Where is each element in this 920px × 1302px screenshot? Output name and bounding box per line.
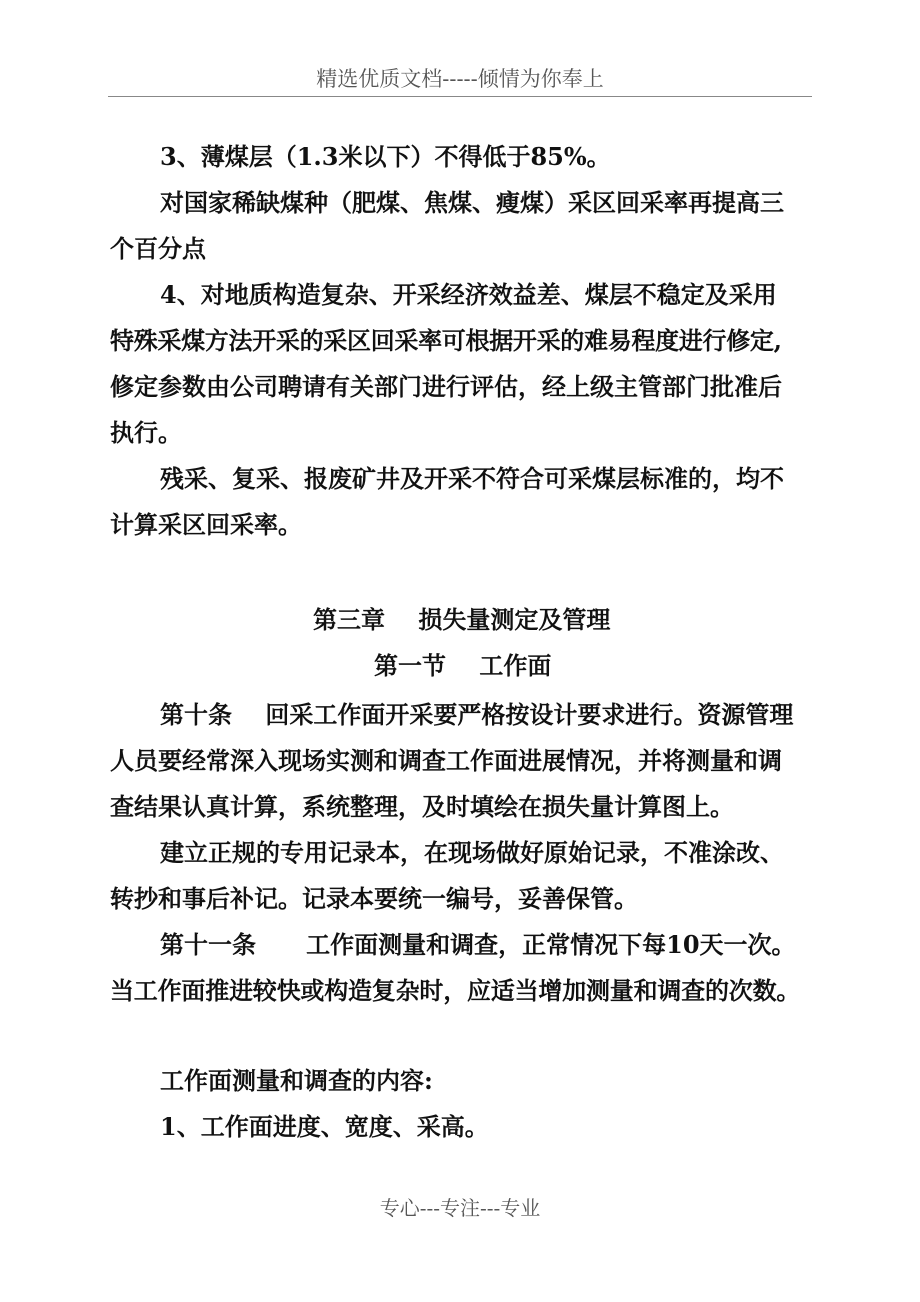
paragraph-line: 修定参数由公司聘请有关部门进行评估，经上级主管部门批准后 [110, 372, 782, 401]
paragraph-line: 1、工作面进度、宽度、采高。 [160, 1112, 489, 1141]
paragraph-line: 特殊采煤方法开采的采区回采率可根据开采的难易程度进行修定, [110, 326, 782, 355]
page-header: 精选优质文档-----倾情为你奉上 [108, 62, 812, 97]
paragraph-line: 当工作面推进较快或构造复杂时，应适当增加测量和调查的次数。 [110, 976, 801, 1005]
section-title: 第一节 工作面 [374, 651, 552, 680]
paragraph-line: 建立正规的专用记录本，在现场做好原始记录，不准涂改、 [160, 838, 784, 867]
paragraph-line: 个百分点 [110, 234, 206, 263]
page-footer: 专心---专注---专业 [379, 1196, 541, 1220]
paragraph-line: 4、对地质构造复杂、开采经济效益差、煤层不稳定及采用 [160, 280, 777, 309]
paragraph-line: 第十一条 工作面测量和调查，正常情况下每10天一次。 [160, 930, 796, 959]
paragraph-line: 3、薄煤层（1.3米以下）不得低于85%。 [160, 142, 611, 171]
paragraph-line: 查结果认真计算，系统整理，及时填绘在损失量计算图上。 [110, 792, 734, 821]
chapter-title: 第三章 损失量测定及管理 [313, 605, 611, 634]
paragraph-line: 转抄和事后补记。记录本要统一编号，妥善保管。 [110, 884, 638, 913]
paragraph-line: 工作面测量和调查的内容: [160, 1066, 433, 1095]
paragraph-line: 残采、复采、报废矿井及开采不符合可采煤层标准的，均不 [160, 464, 784, 493]
paragraph-line: 执行。 [110, 418, 182, 447]
paragraph-line: 计算采区回采率。 [110, 510, 302, 539]
paragraph-line: 第十条 回采工作面开采要严格按设计要求进行。资源管理 [160, 700, 794, 729]
paragraph-line: 人员要经常深入现场实测和调查工作面进展情况，并将测量和调 [110, 746, 782, 775]
paragraph-line: 对国家稀缺煤种（肥煤、焦煤、瘦煤）采区回采率再提高三 [160, 188, 784, 217]
